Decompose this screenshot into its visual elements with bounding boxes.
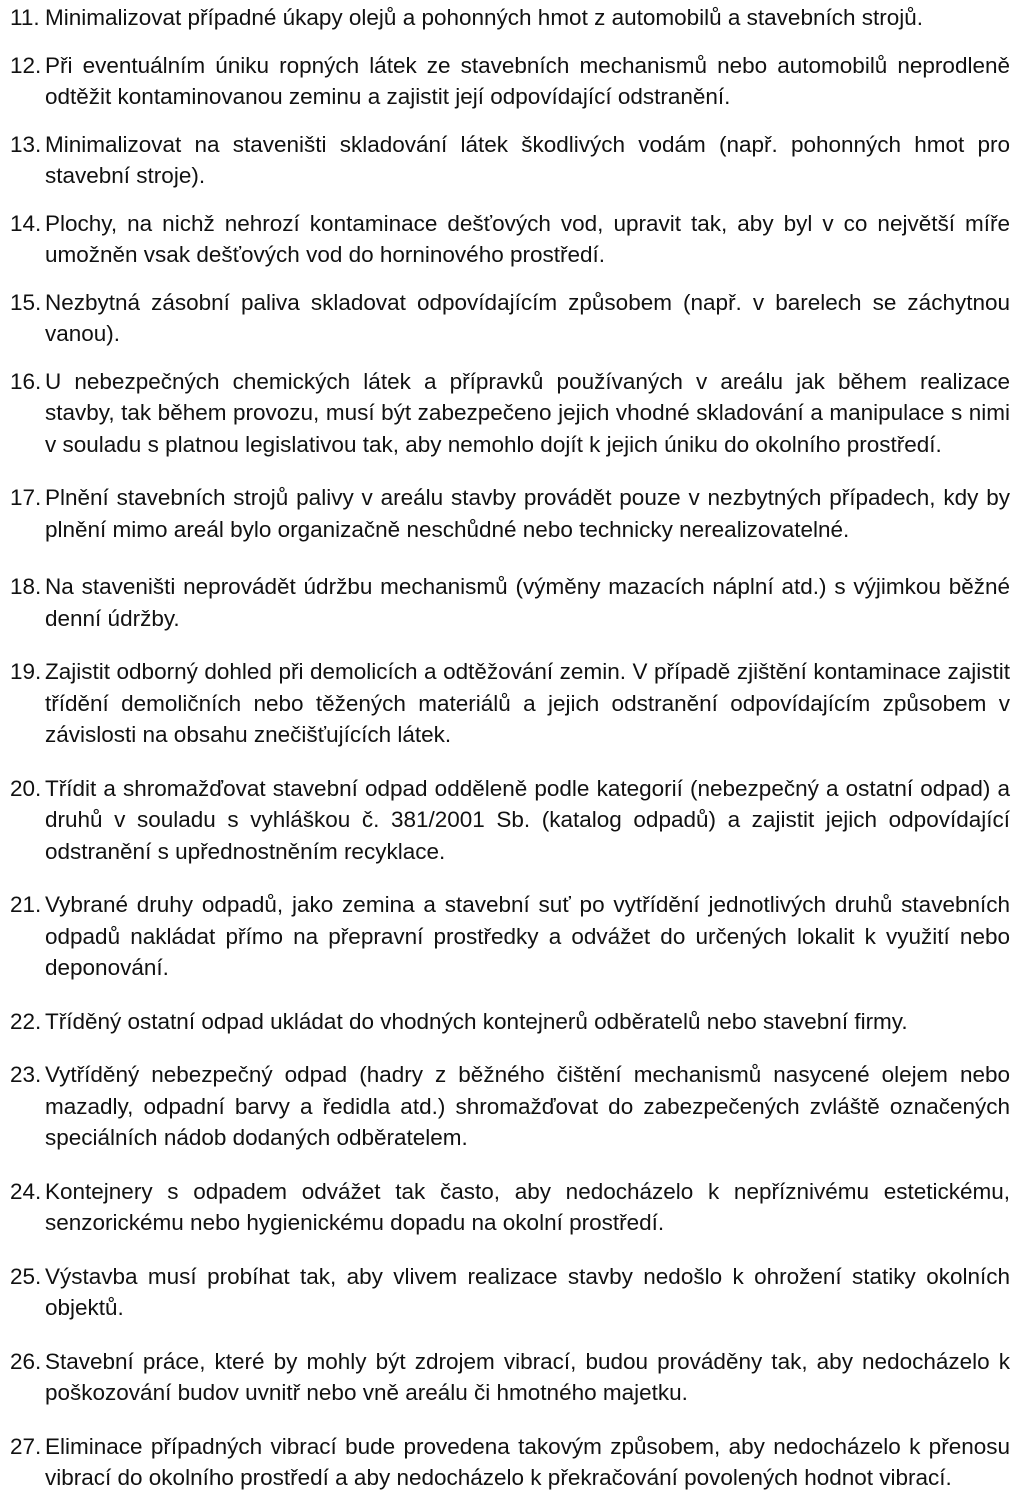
item-text: Plochy, na nichž nehrozí kontaminace dešťových vod, upravit tak, aby byl v co největší míře umožněn vsak dešťových vod do horninového prostředí. [45, 210, 1010, 267]
item-number: 18. [10, 574, 42, 599]
list-item [10, 889, 1010, 984]
item-text: Zajistit odborný dohled při demolicích a odtěžování zemin. V případě zjištění kontaminace zajistit třídění demoličních nebo těžených materiálů a jejich odstranění odpovídajícím způsobem v závislosti na obsahu znečišťujících látek. [45, 659, 1010, 747]
item-number: 24. [10, 1178, 42, 1204]
item-number: 21. [10, 892, 42, 917]
item-number: 15. [10, 289, 42, 315]
item-text: Eliminace případných vibrací bude provedena takovým způsobem, aby nedocházelo k přenosu vibrací do okolního prostředí a aby nedocházelo k překračování povolených hodnot vibrací. [45, 1433, 1010, 1490]
item-number: 12. [10, 52, 42, 78]
item-number: 13. [10, 131, 42, 157]
list-item [10, 2, 1010, 34]
list-item [10, 50, 1010, 113]
item-number: 25. [10, 1263, 42, 1289]
list-item [10, 1346, 1010, 1409]
list-item [10, 1261, 1010, 1324]
item-number: 17. [10, 485, 42, 510]
item-text: Minimalizovat na staveništi skladování látek škodlivých vodám (např. pohonných hmot pro stavební stroje). [45, 131, 1010, 188]
list-item [10, 366, 1010, 461]
item-number: 26. [10, 1348, 42, 1374]
item-text: Třídit a shromažďovat stavební odpad odděleně podle kategorií (nebezpečný a ostatní odpad) a druhů v souladu s vyhláškou č. 381/2001 Sb. (katalog odpadů) a zajistit jejich odpovídající odstranění s upřednostněním recyklace. [45, 775, 1010, 864]
list-item [10, 571, 1010, 634]
list-item [10, 1059, 1010, 1154]
item-text: Plnění stavebních strojů palivy v areálu stavby provádět pouze v nezbytných případech, kdy by plnění mimo areál bylo organizačně neschůdné nebo technicky nerealizovatelné. [45, 485, 1010, 542]
item-text: Stavební práce, které by mohly být zdrojem vibrací, budou prováděny tak, aby nedocházelo k poškozování budov uvnitř nebo vně areálu či hmotného majetku. [45, 1348, 1010, 1405]
list-item [10, 1176, 1010, 1239]
list-item [10, 129, 1010, 192]
list-item [10, 482, 1010, 545]
item-number: 20. [10, 775, 42, 801]
item-text: Při eventuálním úniku ropných látek ze stavebních mechanismů nebo automobilů neprodleně odtěžit kontaminovanou zeminu a zajistit její odpovídající odstranění. [45, 52, 1010, 109]
item-text: Výstavba musí probíhat tak, aby vlivem realizace stavby nedošlo k ohrožení statiky okolních objektů. [45, 1263, 1010, 1320]
item-number: 27. [10, 1433, 42, 1459]
list-item [10, 773, 1010, 868]
item-text: Na staveništi neprovádět údržbu mechanismů (výměny mazacích náplní atd.) s výjimkou běžné denní údržby. [45, 574, 1010, 631]
item-number: 23. [10, 1062, 42, 1087]
list-item [10, 1431, 1010, 1494]
item-number: 19. [10, 659, 42, 684]
item-text: Kontejnery s odpadem odvážet tak často, aby nedocházelo k nepříznivému estetickému, senzorickému nebo hygienickému dopadu na okolní prostředí. [45, 1178, 1010, 1235]
item-number: 14. [10, 210, 42, 236]
list-item [10, 656, 1010, 751]
item-text: Vytříděný nebezpečný odpad (hadry z běžného čištění mechanismů nasycené olejem nebo mazadly, odpadní barvy a ředidla atd.) shromažďovat do zabezpečených zvláště označených speciálních nádob dodaných odběratelem. [45, 1062, 1010, 1150]
item-text: U nebezpečných chemických látek a přípravků používaných v areálu jak během realizace stavby, tak během provozu, musí být zabezpečeno jejich vhodné skladování a manipulace s nimi v souladu s platnou legislativou tak, aby nemohlo dojít k jejich úniku do okolního prostředí. [45, 368, 1010, 457]
list-item [10, 287, 1010, 350]
item-number: 16. [10, 368, 42, 394]
item-text: Vybrané druhy odpadů, jako zemina a stavební suť po vytřídění jednotlivých druhů stavebních odpadů nakládat přímo na přepravní prostředky a odvážet do určených lokalit k využití nebo deponování. [45, 892, 1010, 980]
item-number: 22. [10, 1008, 42, 1034]
list-item [10, 1006, 1010, 1038]
item-text: Nezbytná zásobní paliva skladovat odpovídajícím způsobem (např. v barelech se záchytnou vanou). [45, 289, 1010, 346]
item-text: Minimalizovat případné úkapy olejů a pohonných hmot z automobilů a stavebních strojů. [45, 5, 924, 30]
item-text: Tříděný ostatní odpad ukládat do vhodných kontejnerů odběratelů nebo stavební firmy. [45, 1008, 908, 1034]
item-number: 11. [10, 5, 40, 30]
list-item [10, 208, 1010, 271]
